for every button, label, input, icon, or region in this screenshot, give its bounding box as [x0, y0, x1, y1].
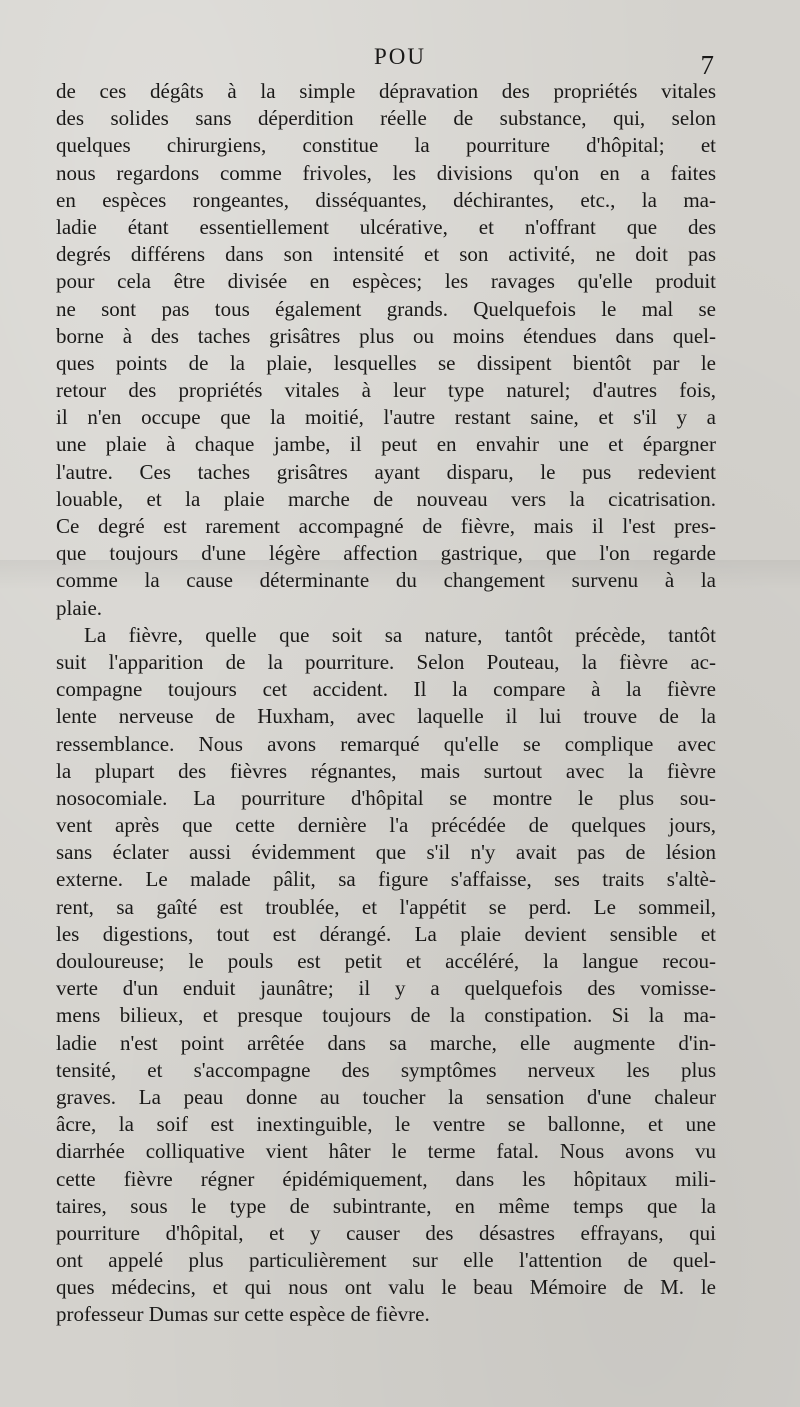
text-line: graves. La peau donne au toucher la sensation d'une chaleur — [56, 1084, 716, 1109]
text-line: lente nerveuse de Huxham, avec laquelle il lui trouve de la — [56, 704, 716, 729]
text-line: ont appelé plus particulièrement sur elle l'attention de quel- — [56, 1248, 716, 1273]
text-line: nosocomiale. La pourriture d'hôpital se montre le plus sou- — [56, 785, 716, 810]
text-line: mens bilieux, et presque toujours de la constipation. Si la ma- — [56, 1003, 716, 1028]
text-line: les digestions, tout est dérangé. La plaie devient sensible et — [56, 921, 716, 946]
text-line: rent, sa gaîté est troublée, et l'appétit se perd. Le sommeil, — [56, 894, 716, 919]
text-line: vent après que cette dernière l'a précédée de quelques jours, — [56, 813, 716, 838]
text-line: ressemblance. Nous avons remarqué qu'elle se complique avec — [56, 731, 716, 756]
text-line: âcre, la soif est inextinguible, le ventre se ballonne, et une — [56, 1112, 716, 1137]
text-line: plaie. — [56, 595, 103, 620]
paragraph — [56, 622, 716, 1329]
text-line: une plaie à chaque jambe, il peut en envahir une et épargner — [56, 432, 716, 457]
text-line: diarrhée colliquative vient hâter le terme fatal. Nous avons vu — [56, 1139, 716, 1164]
text-line: ques médecins, et qui nous ont valu le beau Mémoire de M. le — [56, 1275, 716, 1300]
text-line: ques points de la plaie, lesquelles se dissipent bientôt par le — [56, 350, 716, 375]
text-line: tensité, et s'accompagne des symptômes nerveux les plus — [56, 1057, 716, 1082]
text-line: professeur Dumas sur cette espèce de fièvre. — [56, 1302, 430, 1327]
text-line: externe. Le malade pâlit, sa figure s'affaisse, ses traits s'altè- — [56, 867, 716, 892]
running-title: POU — [373, 44, 426, 69]
text-line: taires, sous le type de subintrante, en même temps que la — [56, 1193, 716, 1218]
text-line: douloureuse; le pouls est petit et accéléré, la langue recou- — [56, 949, 716, 973]
text-line: verte d'un enduit jaunâtre; il y a quelquefois des vomisse- — [56, 976, 716, 1001]
paragraph — [56, 78, 716, 622]
text-line: pour cela être divisée en espèces; les ravages qu'elle produit — [56, 269, 716, 294]
text-line: retour des propriétés vitales à leur type naturel; d'autres fois, — [56, 378, 716, 403]
text-line: nous regardons comme frivoles, les divisions qu'on en a faites — [56, 160, 716, 185]
text-line: ladie n'est point arrêtée dans sa marche, elle augmente d'in- — [56, 1030, 716, 1055]
text-line: de ces dégâts à la simple dépravation des propriétés vitales — [56, 79, 716, 103]
running-head — [0, 40, 800, 80]
text-line: quelques chirurgiens, constitue la pourriture d'hôpital; et — [56, 133, 716, 158]
text-line: ne sont pas tous également grands. Quelquefois le mal se — [56, 296, 716, 321]
text-line: La fièvre, quelle que soit sa nature, tantôt précède, tantôt — [84, 622, 716, 647]
text-line: pourriture d'hôpital, et y causer des désastres effrayans, qui — [56, 1220, 716, 1245]
text-line: louable, et la plaie marche de nouveau vers la cicatrisation. — [56, 486, 716, 511]
text-line: ladie étant essentiellement ulcérative, et n'offrant que des — [56, 214, 716, 239]
text-line: compagne toujours cet accident. Il la compare à la fièvre — [56, 677, 716, 702]
text-line: cette fièvre régner épidémiquement, dans les hôpitaux mili- — [56, 1166, 716, 1191]
text-line: en espèces rongeantes, disséquantes, déchirantes, etc., la ma- — [56, 187, 716, 212]
text-line: la plupart des fièvres régnantes, mais surtout avec la fièvre — [56, 758, 716, 783]
text-line: il n'en occupe que la moitié, l'autre restant saine, et s'il y a — [56, 405, 716, 430]
page-number: 7 — [700, 50, 714, 80]
text-line: l'autre. Ces taches grisâtres ayant disparu, le pus redevient — [56, 459, 716, 484]
text-line: que toujours d'une légère affection gastrique, que l'on regarde — [56, 541, 716, 566]
text-line: comme la cause déterminante du changement survenu à la — [56, 568, 716, 593]
text-line: suit l'apparition de la pourriture. Selon Pouteau, la fièvre ac- — [56, 649, 716, 674]
text-line: Ce degré est rarement accompagné de fièvre, mais il l'est pres- — [56, 514, 716, 538]
text-line: sans éclater aussi évidemment que s'il n'y avait pas de lésion — [56, 840, 716, 865]
text-line: des solides sans déperdition réelle de substance, qui, selon — [56, 106, 716, 131]
text-line: borne à des taches grisâtres plus ou moins étendues dans quel- — [56, 323, 716, 348]
text-line: degrés différens dans son intensité et son activité, ne doit pas — [56, 242, 716, 267]
body-text — [56, 78, 716, 1329]
